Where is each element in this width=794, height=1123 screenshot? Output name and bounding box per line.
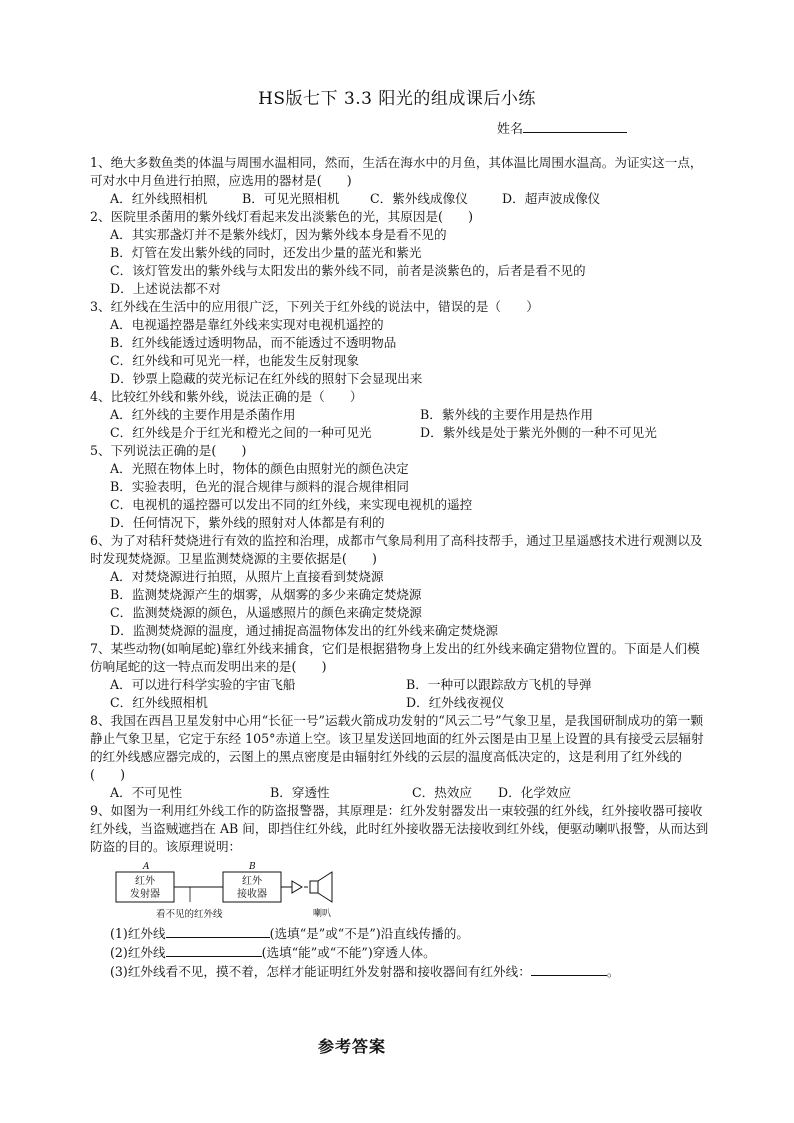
- option-row: [110, 406, 710, 424]
- question-7: [90, 640, 710, 712]
- question-4: [90, 388, 710, 442]
- option-row: [110, 694, 710, 712]
- option-b: B．实验表明，色光的混合规律与颜料的混合规律相同: [110, 479, 409, 494]
- option-row: [110, 784, 710, 802]
- question-stem: 9、如图为一利用红外线工作的防盗报警器，其原理是：红外发射器发出一束较强的红外线，红外接收器可接收红外线，当盗贼遮挡在 AB 间，即挡住红外线，此时红外接收器无法接收到红外线，便驱动喇叭报警，从而达到防盗的目的。该原理说明：: [90, 803, 709, 854]
- sub-question-text: (1)红外线: [110, 926, 166, 941]
- option-a: A．对焚烧源进行拍照，从照片上直接看到焚烧源: [110, 569, 384, 584]
- arrow-icon: [292, 881, 302, 893]
- option-c: C．红外线照相机: [110, 695, 208, 710]
- sub-question-text: (2)红外线: [110, 945, 166, 960]
- option-row: [110, 676, 710, 694]
- option-a: A．电视遥控器是靠红外线来实现对电视机遥控的: [110, 317, 384, 332]
- name-blank[interactable]: [523, 119, 627, 133]
- sub-question-text: (3)红外线看不见，摸不着，怎样才能证明红外发射器和接收器间有红外线：: [110, 964, 531, 979]
- sub-question-3: [110, 962, 710, 981]
- option-d: D．上述说法都不对: [110, 281, 221, 296]
- option-d: D．任何情况下，紫外线的照射对人体都是有利的: [110, 515, 385, 530]
- option-c: C．红外线是介于红光和橙光之间的一种可见光: [110, 425, 372, 440]
- answer-heading: 参考答案: [317, 1037, 386, 1056]
- question-2: [90, 208, 710, 298]
- sub-question-text: (选填“是”或“不是”)沿直线传播的。: [269, 926, 469, 941]
- option-b: B．紫外线的主要作用是热作用: [420, 407, 593, 422]
- option-b: B．可见光照相机: [242, 191, 340, 206]
- speaker-icon: [310, 881, 318, 893]
- name-field: [497, 119, 627, 139]
- question-stem: 3、红外线在生活中的应用很广泛，下列关于红外线的说法中，错误的是（ ）: [90, 299, 539, 314]
- page-title: HS版七下 3.3 阳光的组成课后小练: [258, 89, 536, 109]
- speaker-cone-icon: [318, 872, 332, 902]
- sub-question-1: [110, 924, 710, 943]
- answer-blank[interactable]: [531, 962, 607, 976]
- option-d: D．监测焚烧源的温度，通过捕捉高温物体发出的红外线来确定焚烧源: [110, 623, 498, 638]
- question-stem: 4、比较红外线和紫外线，说法正确的是（ ）: [90, 389, 363, 404]
- option-a: A．其实那盏灯并不是紫外线灯，因为紫外线本身是看不见的: [110, 227, 447, 242]
- question-stem: 7、某些动物(如响尾蛇)靠红外线来捕食，它们是根据猎物身上发出的红外线来确定猎物位置的。下面是人们模仿响尾蛇的这一特点而发明出来的是( ): [90, 641, 700, 674]
- option-c: C．红外线和可见光一样，也能发生反射现象: [110, 353, 359, 368]
- answer-blank[interactable]: [166, 924, 270, 938]
- alarm-diagram: [112, 860, 432, 922]
- alarm-diagram-figure: [112, 860, 432, 922]
- receiver-label-2: 接收器: [237, 889, 267, 900]
- question-1: [90, 154, 710, 208]
- sub-question-2: [110, 943, 710, 962]
- emitter-label-1: 红外: [135, 876, 155, 887]
- question-stem: 8、我国在西昌卫星发射中心用“长征一号”运载火箭成功发射的“风云二号”气象卫星，是我国研制成功的第一颗静止气象卫星，它定于东经 105°赤道上空。该卫星发送回地面的红外云图是由卫星上设置的具有接受云层辐射的红外线感应器完成的，云图上的黑点密度是由辐射红外线的云层的温度高低决定的，这是利用了红外线的( ): [90, 713, 704, 782]
- option-c: C．该灯管发出的紫外线与太阳发出的紫外线不同，前者是淡紫色的，后者是看不见的: [110, 263, 586, 278]
- emitter-label-2: 发射器: [130, 889, 160, 900]
- sub-question-text: (选填“能”或“不能”)穿透人体。: [261, 945, 436, 960]
- option-c: C．热效应: [412, 785, 473, 800]
- option-d: D．钞票上隐藏的荧光标记在红外线的照射下会显现出来: [110, 371, 423, 386]
- option-a: A．可以进行科学实验的宇宙飞船: [110, 677, 296, 692]
- question-stem: 5、下列说法正确的是( ): [90, 443, 247, 458]
- option-d: D．红外线夜视仪: [406, 695, 505, 710]
- receiver-label-1: 红外: [242, 876, 262, 887]
- name-label: 姓名: [497, 122, 524, 137]
- question-list: [90, 154, 710, 981]
- option-a: A．光照在物体上时，物体的颜色由照射光的颜色决定: [110, 461, 409, 476]
- sub-question-text: 。: [606, 964, 620, 979]
- option-b: B．穿透性: [270, 785, 330, 800]
- question-stem: 2、医院里杀菌用的紫外线灯看起来发出淡紫色的光，其原因是( ): [90, 209, 474, 224]
- option-c: C．电视机的遥控器可以发出不同的红外线，来实现电视机的遥控: [110, 497, 473, 512]
- beam-label: 看不见的红外线: [156, 909, 223, 920]
- option-a: A．不可见性: [110, 785, 183, 800]
- option-row: [110, 190, 710, 208]
- option-d: D．化学效应: [498, 785, 572, 800]
- option-b: B．红外线能透过透明物品，而不能透过不透明物品: [110, 335, 397, 350]
- question-9: [90, 802, 710, 981]
- speaker-label: 喇叭: [312, 909, 332, 919]
- question-8: [90, 712, 710, 802]
- label-b: B: [249, 862, 256, 872]
- question-stem: 6、为了对秸秆焚烧进行有效的监控和治理，成都市气象局利用了高科技帮手，通过卫星遥感技术进行观测以及时发现焚烧源。卫星监测焚烧源的主要依据是( ): [90, 533, 703, 566]
- option-c: C．紫外线成像仪: [370, 191, 468, 206]
- option-d: D．超声波成像仪: [502, 191, 601, 206]
- option-a: A．红外线的主要作用是杀菌作用: [110, 407, 296, 422]
- option-b: B．一种可以跟踪敌方飞机的导弹: [406, 677, 592, 692]
- option-d: D．紫外线是处于紫光外侧的一种不可见光: [420, 425, 657, 440]
- option-a: A．红外线照相机: [110, 191, 208, 206]
- question-stem: 1、绝大多数鱼类的体温与周围水温相同，然而，生活在海水中的月鱼，其体温比周围水温高。为证实这一点，可对水中月鱼进行拍照，应选用的器材是( ): [90, 155, 703, 188]
- option-b: B．灯管在发出紫外线的同时，还发出少量的蓝光和紫光: [110, 245, 422, 260]
- option-c: C．监测焚烧源的颜色，从遥感照片的颜色来确定焚烧源: [110, 605, 422, 620]
- option-b: B．监测焚烧源产生的烟雾，从烟雾的多少来确定焚烧源: [110, 587, 422, 602]
- question-6: [90, 532, 710, 640]
- question-3: [90, 298, 710, 388]
- label-a: A: [143, 862, 150, 872]
- option-row: [110, 424, 710, 442]
- question-5: [90, 442, 710, 532]
- answer-blank[interactable]: [166, 943, 262, 957]
